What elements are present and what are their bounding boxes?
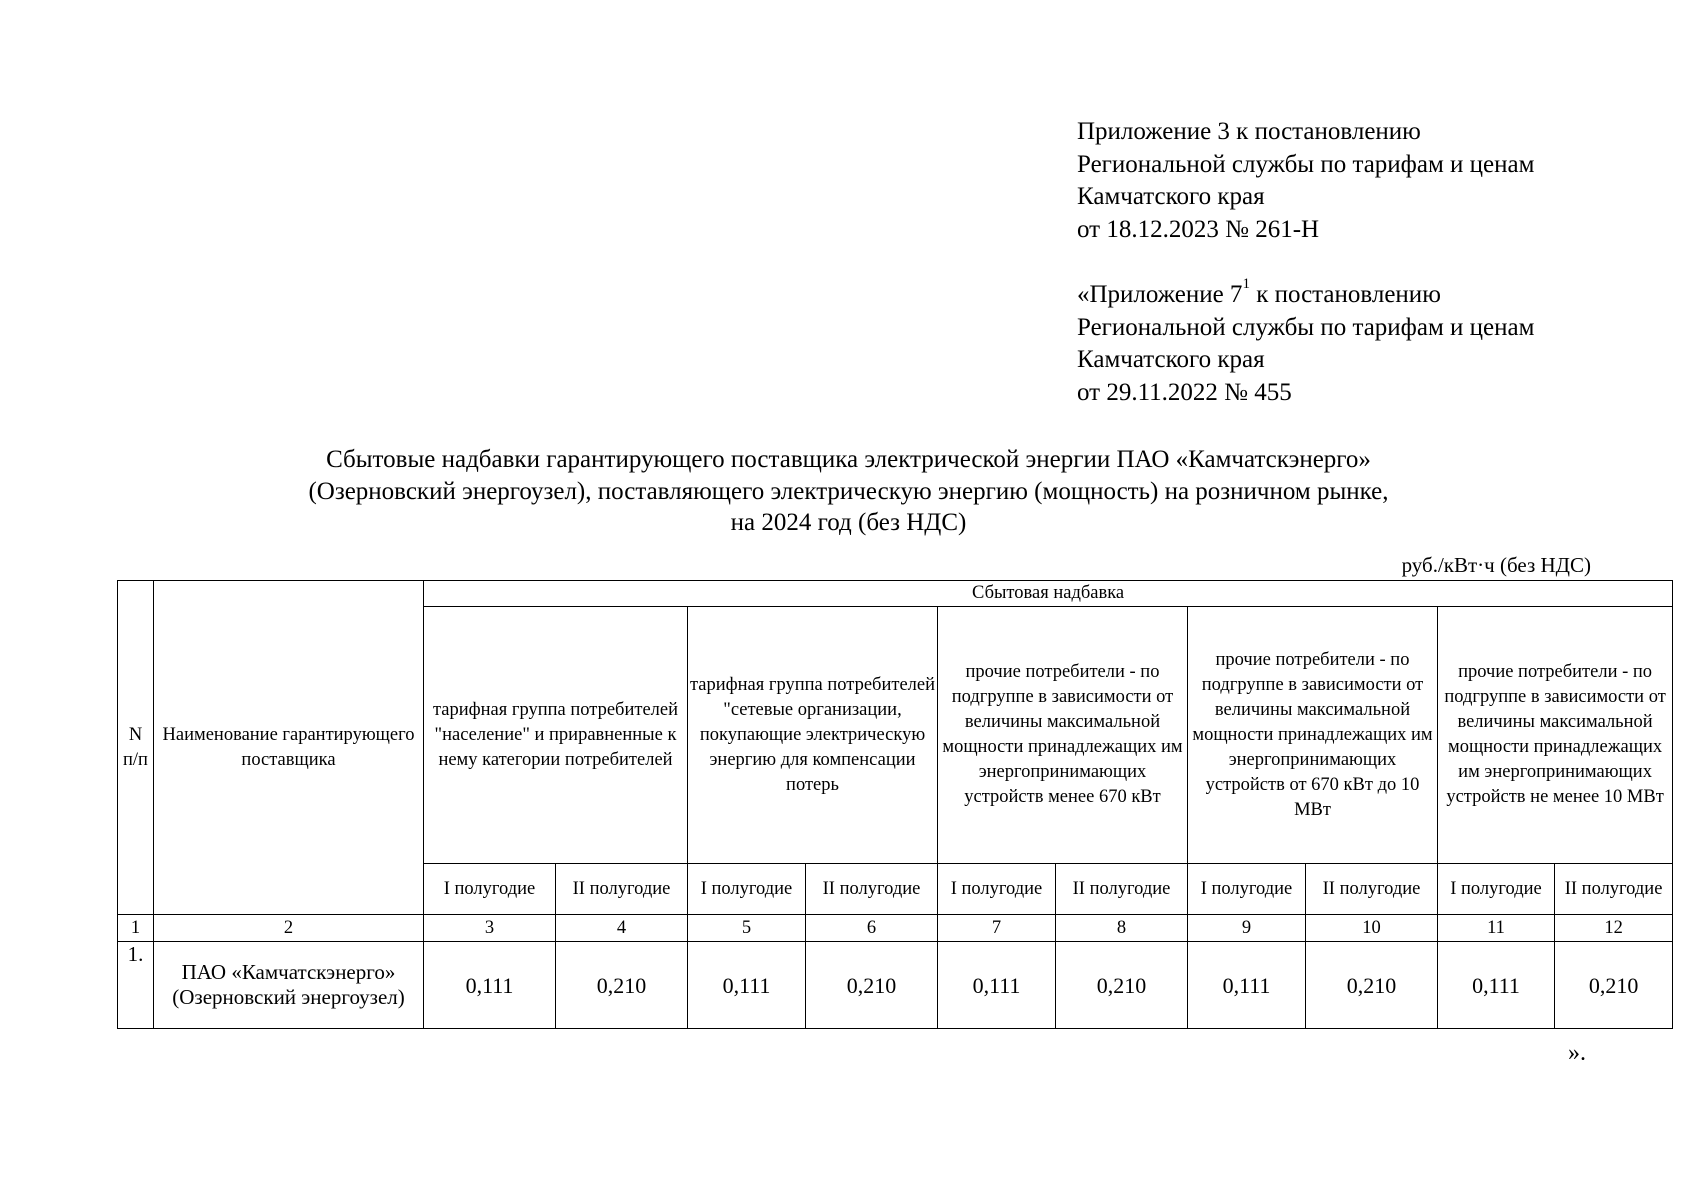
markup-value: 0,210 (1056, 942, 1188, 1029)
closing-quote-mark: ». (1568, 1040, 1586, 1066)
header-period: II полугодие (556, 864, 688, 915)
header-period: I полугодие (424, 864, 556, 915)
markup-value: 0,111 (938, 942, 1056, 1029)
header-period: I полугодие (938, 864, 1056, 915)
column-number: 12 (1555, 915, 1673, 942)
column-number: 6 (806, 915, 938, 942)
supplier-name: ПАО «Камчатскэнерго» (Озерновский энергоузел) (154, 942, 424, 1029)
appendix-header-line: Приложение 3 к постановлению (1077, 118, 1421, 145)
column-number: 1 (118, 915, 154, 942)
header-group-under-670kw: прочие потребители - по подгруппе в зависимости от величины максимальной мощности принадлежащих им энергопринимающих устройств менее 670 кВт (938, 607, 1188, 864)
column-number: 5 (688, 915, 806, 942)
column-number: 7 (938, 915, 1056, 942)
markup-value: 0,210 (806, 942, 938, 1029)
markup-value: 0,210 (1306, 942, 1438, 1029)
appendix-number-superscript: 1 (1242, 276, 1250, 292)
markup-value: 0,111 (1438, 942, 1555, 1029)
amended-appendix-header-line: Камчатского края (1077, 346, 1265, 373)
document-title-line: на 2024 год (без НДС) (730, 509, 967, 536)
markup-value: 0,210 (556, 942, 688, 1029)
header-sales-markup: Сбытовая надбавка (424, 581, 1673, 607)
unit-note: руб./кВт·ч (без НДС) (1401, 553, 1591, 577)
column-number: 10 (1306, 915, 1438, 942)
column-number: 4 (556, 915, 688, 942)
column-number: 3 (424, 915, 556, 942)
markup-value: 0,111 (424, 942, 556, 1029)
tariff-table (117, 580, 1673, 1029)
markup-value: 0,111 (1188, 942, 1306, 1029)
header-period: II полугодие (1306, 864, 1438, 915)
header-group-over-10mw: прочие потребители - по подгруппе в зависимости от величины максимальной мощности принадлежащих им энергопринимающих устройств не менее 10 МВт (1438, 607, 1673, 864)
appendix-header-line: Региональной службы по тарифам и ценам (1077, 150, 1535, 178)
header-period: I полугодие (1188, 864, 1306, 915)
amended-appendix-header (1077, 276, 1535, 409)
header-period: I полугодие (1438, 864, 1555, 915)
document-title (0, 444, 1697, 539)
appendix-number-prefix: «Приложение 7 (1077, 281, 1243, 308)
document-title-line: Сбытовые надбавки гарантирующего поставщика электрической энергии ПАО «Камчатскэнерго» (326, 446, 1371, 473)
appendix-header (1077, 116, 1534, 246)
header-period: I полугодие (688, 864, 806, 915)
column-number: 8 (1056, 915, 1188, 942)
header-period: II полугодие (806, 864, 938, 915)
header-group-670kw-to-10mw: прочие потребители - по подгруппе в зависимости от величины максимальной мощности принадлежащих им энергопринимающих устройств от 670 кВт до 10 МВт (1188, 607, 1438, 864)
document-title-line: (Озерновский энергоузел), поставляющего электрическую энергию (мощность) на розничном рынке, (308, 477, 1389, 505)
appendix-number-suffix: к постановлению (1249, 281, 1441, 308)
header-group-population: тарифная группа потребителей "население" и приравненные к нему категории потребителей (424, 607, 688, 864)
header-group-grid-organizations: тарифная группа потребителей "сетевые организации, покупающие электрическую энергию для компенсации потерь (688, 607, 938, 864)
appendix-header-line: от 18.12.2023 № 261-Н (1077, 215, 1320, 243)
markup-value: 0,210 (1555, 942, 1673, 1029)
markup-value: 0,111 (688, 942, 806, 1029)
header-period: II полугодие (1555, 864, 1673, 915)
header-number-column: N п/п (118, 581, 154, 915)
column-number: 9 (1188, 915, 1306, 942)
appendix-header-line: Камчатского края (1077, 183, 1265, 210)
amended-appendix-header-line (1077, 276, 1534, 312)
header-period: II полугодие (1056, 864, 1188, 915)
column-number: 2 (154, 915, 424, 942)
column-number: 11 (1438, 915, 1555, 942)
amended-appendix-header-line: Региональной службы по тарифам и ценам (1077, 313, 1535, 341)
row-number: 1. (118, 942, 154, 1029)
table-row (118, 942, 1673, 1029)
amended-appendix-header-line: от 29.11.2022 № 455 (1077, 378, 1292, 406)
header-supplier-name-column: Наименование гарантирующего поставщика (154, 581, 424, 915)
